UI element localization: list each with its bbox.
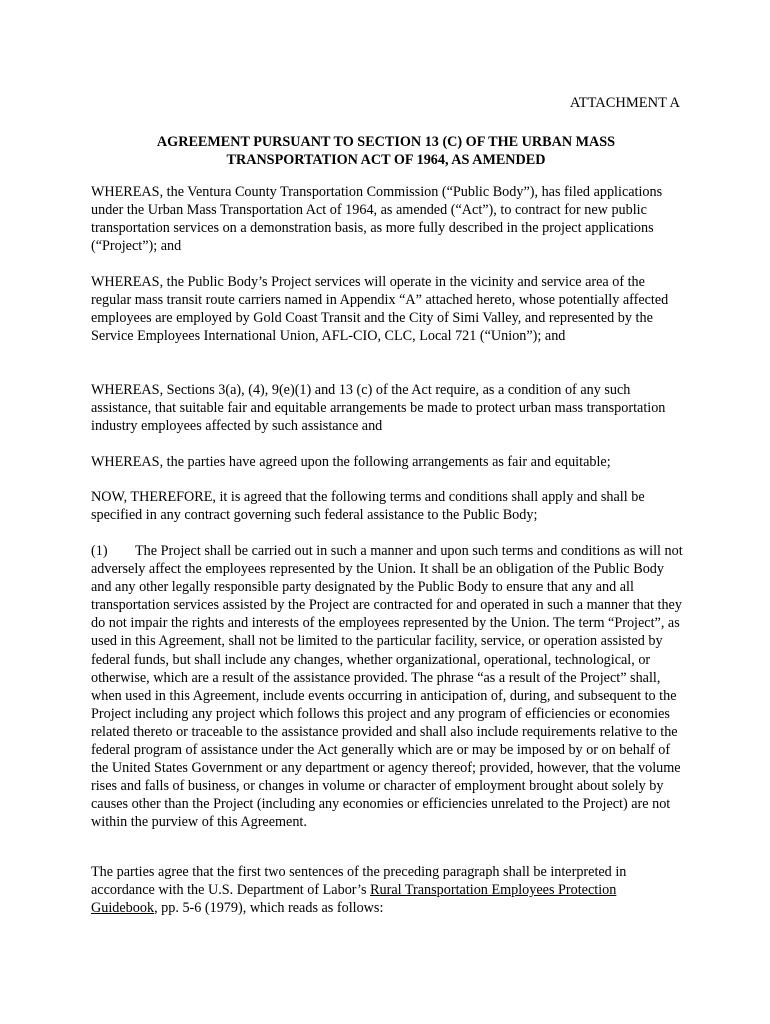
section-text: The Project shall be carried out in such a manner and upon such terms and conditions as will not adversely affect the employees represented by the Union. It shall be an obligation of the Public Body and any other legally responsible party designated by the Public Body to ensure that any and all transportation services assisted by the Project are contracted for and operated in such a manner that they do not impair the rights and interests of the employees represented by the Union. The term “Project”, as used in this Agreement, shall not be limited to the particular facility, service, or operation assisted by federal funds, but shall include any changes, whether organizational, operational, technological, or otherwise, which are a result of the assistance provided. The phrase “as a result of the Project” shall, when used in this Agreement, include events occurring in anticipation of, during, and subsequent to the Project including any project which follows this project and any program of efficiencies or economies related thereto or traceable to the assistance provided and shall also include requirements relative to the federal program of assistance under the Act generally which are or may be imposed by or on behalf of the United States Government or any department or agency thereof; provided, however, that the volume rises and falls of business, or changes in volume or character of employment brought about solely by causes other than the Project (including any economies or efficiencies unrelated to the Project) are not within the purview of this Agreement.	[91, 543, 683, 831]
paragraph-text: WHEREAS, Sections 3(a), (4), 9(e)(1) and 13 (c) of the Act require, as a condition of any such assistance, that suitable fair and equitable arrangements be made to protect urban mass transportation industry employees affected by such assistance and	[91, 382, 666, 435]
paragraph-text	[91, 542, 683, 832]
paragraph-whereas-1	[91, 183, 683, 255]
paragraph-interpretation	[91, 863, 683, 917]
guidebook-reference: Rural Transportation Employees Protection Guidebook	[91, 882, 617, 917]
paragraph-text	[91, 863, 683, 917]
title-line-2: TRANSPORTATION ACT OF 1964, AS AMENDED	[226, 152, 546, 168]
paragraph-section-1	[91, 542, 683, 832]
paragraph-text: WHEREAS, the Public Body’s Project services will operate in the vicinity and service area of the regular mass transit route carriers named in Appendix “A” attached hereto, whose potentially affected employees are employed by Gold Coast Transit and the City of Simi Valley, and represented by the Service Employees International Union, AFL-CIO, CLC, Local 721 (“Union”); and	[91, 274, 669, 345]
document-title	[91, 133, 681, 169]
paragraph-now-therefore	[91, 488, 683, 524]
section-number: (1)	[91, 543, 108, 559]
attachment-label: ATTACHMENT A	[569, 95, 680, 111]
paragraph-whereas-4	[91, 453, 683, 471]
title-line-1: AGREEMENT PURSUANT TO SECTION 13 (C) OF THE URBAN MASS	[156, 134, 616, 150]
paragraph-whereas-2	[91, 273, 683, 345]
paragraph-whereas-3	[91, 381, 683, 435]
text-after-reference: , pp. 5-6 (1979), which reads as follows:	[154, 900, 384, 917]
paragraph-text: NOW, THEREFORE, it is agreed that the following terms and conditions shall apply and shall be specified in any contract governing such federal assistance to the Public Body;	[91, 489, 645, 524]
paragraph-text: WHEREAS, the Ventura County Transportation Commission (“Public Body”), has filed applications under the Urban Mass Transportation Act of 1964, as amended (“Act”), to contract for new public transportation services on a demonstration basis, as more fully described in the project applications (“Project”); and	[91, 184, 663, 255]
paragraph-text: WHEREAS, the parties have agreed upon the following arrangements as fair and equitable;	[91, 454, 611, 470]
text-before-reference: The parties agree that the first two sentences of the preceding paragraph shall be interpreted in accordance with the U.S. Department of Labor’s	[91, 864, 627, 899]
